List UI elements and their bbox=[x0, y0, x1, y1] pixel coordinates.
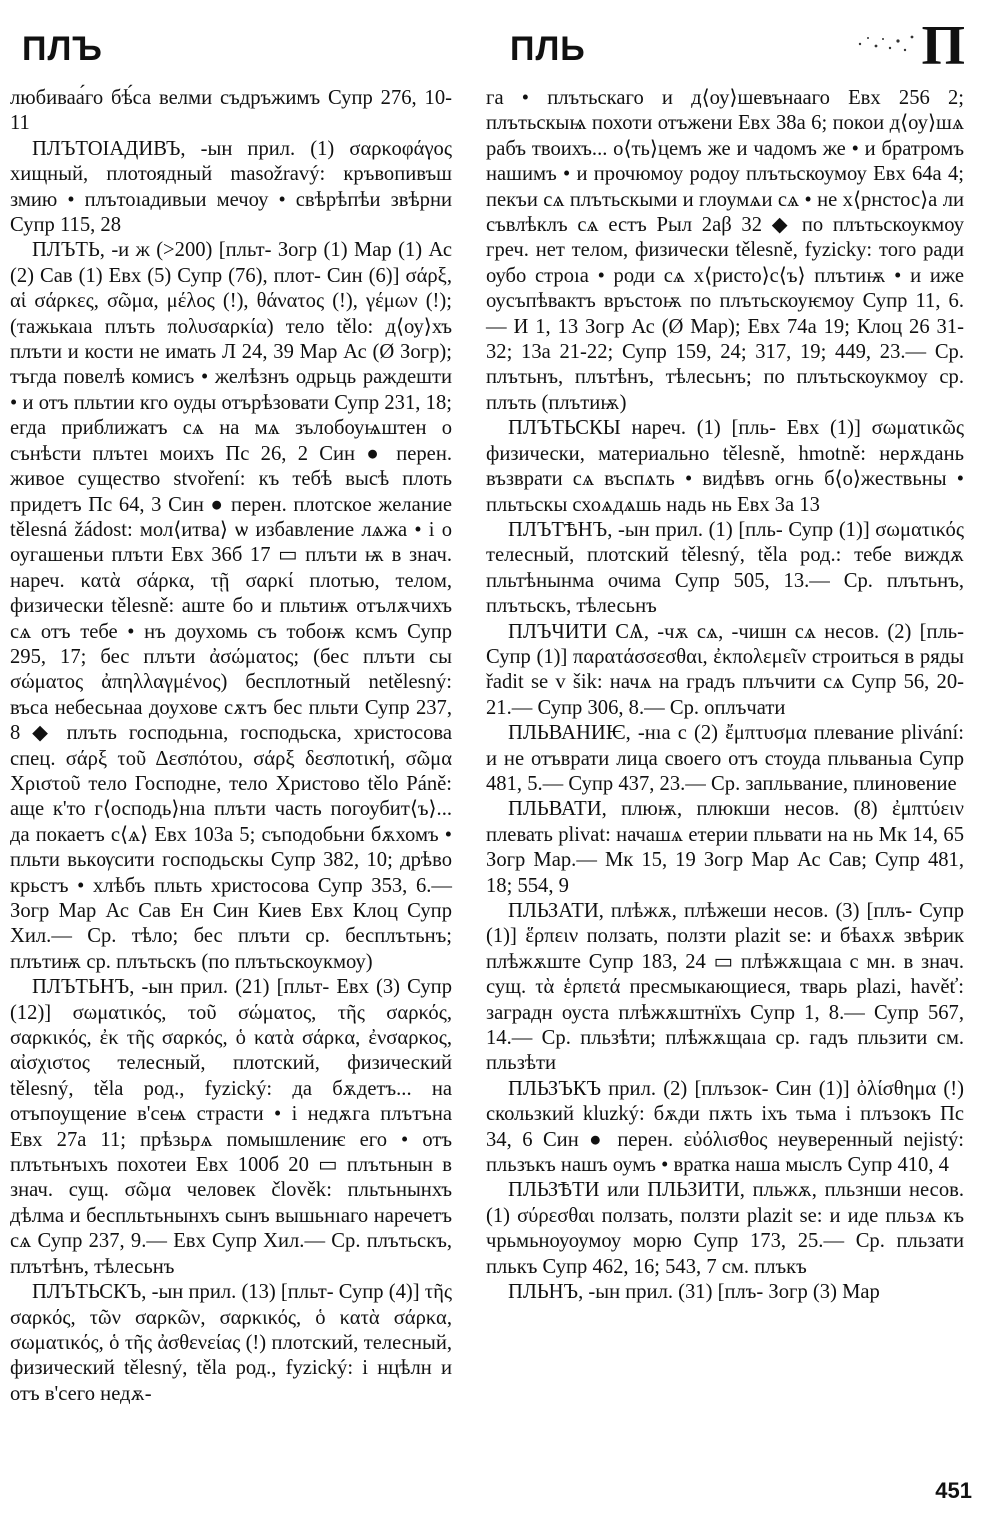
dictionary-entry: ПЛЬЗѢТИ или ПЛЬЗИТИ, пльжѫ, пльзнши несов. (1) σύρεσθαι ползать, ползти plazit se: и иде пльзѧ къ чрьмьноуоумоу морю Супр 173, 25.— Ср. пльзати плькъ Супр 462, 16; 543, 7 см. плъкъ bbox=[486, 1179, 964, 1278]
page-number: 451 bbox=[935, 1478, 972, 1503]
dictionary-entry: ПЛЬВАНИѤ, -нıа с (2) ἔμπτυσμα плевание plivání: и не отъврати лица своего отъ стоудa пльваньıа Супр 481, 5.— Супр 437, 23.— Ср. запльвание, плиновение bbox=[486, 722, 964, 795]
section-letter: П bbox=[921, 15, 966, 77]
dictionary-entry: ПЛЪТЬНЪ, -ын прил. (21) [пльт- Евх (3) Супр (12)] σωματικός, τοῦ σώματος, τῆς σαρκός, σαρκικός, ἐκ τῆς σαρκός, ὁ κατὰ σάρκα, ἐνσαρκος, αἰσχιστος телесный, плотский, физический tělesný, těla род., fyzický: да бѫдетъ... на отъпоущение в'сеѩ страсти • і недѫга плътъна Евх 27а 11; прѣзьрѧ помышлениѥ его • отъ плътьнъıхъ похотеи Евх 100б 20 ▭ плътьнын в знач. сущ. σῶμα человек člověk: пльтьнынхъ дѣлма и беспльтьнынхъ сынъ вышьнıаго наречетъ сѧ Супр 237, 9.— Евх Супр Хил.— Ср. плътьскъ, плътѣнъ, тѣлесьнъ bbox=[10, 976, 452, 1278]
dictionary-entry: ПЛЬВАТИ, плюѭ, плюкши несов. (8) ἐμπτύειν плевать plivat: начашѧ етерии пльвати на нь Мк 14, 65 Зогр Мар.— Мк 15, 19 Зогр Мар Ас Сав; Супр 481, 18; 554, 9 bbox=[486, 798, 964, 897]
entry-continuation: любиваа́го бѣ́са велми съдръжимъ Супр 276, 10-11 bbox=[10, 87, 452, 135]
dictionary-entry: ПЛЪТОІАДИВЪ, -ын прил. (1) σαρκοφάγος хищный, плотоядный masožravý: кръвопивъш змию • плътоıадивыи мечоу • свѣрѣпѣи звѣрни Супр 115, 28 bbox=[10, 137, 452, 237]
dictionary-entry: ПЛЪТЬСКЫ нареч. (1) [пль- Евх (1)] σωματικῶς физически, материально tělesně, hmotně: нерѫдань възврати сѧ въспѧть • видѣвъ огнь б⟨о⟩жествьны • пльтьскы схоѧдѧшь надь нь Евх 3а 13 bbox=[486, 417, 964, 516]
dictionary-entry: ПЛЪТЬСКЪ, -ын прил. (13) [пльт- Супр (4)] τῆς σαρκός, τῶν σαρκῶν, σαρκικός, ὁ κατὰ σάρκα, σωματικός, ὁ τῆς ἀσθενείας (!) плотский, телесный, физический tělesný, těla род., fyzický: і нцѣлн и отъ в'сего недѫ- bbox=[10, 1281, 452, 1405]
running-head-right: ПЛЬ bbox=[510, 30, 586, 68]
dictionary-entry: ПЛЬНЪ, -ын прил. (31) [плъ- Зогр (3) Мар bbox=[508, 1281, 880, 1304]
dictionary-entry: ПЛЪТЬ, -и ж (>200) [пльт- Зогр (1) Мар (1) Ас (2) Сав (1) Евх (5) Супр (76), плот- Син (6)] σάρξ, αἱ σάρκες, σῶμα, μέλος (!), θάνατος (!), γέμων (!); (тажькаıа плъть πολυσαρκία) тело tělo: д⟨оу⟩хъ плъти и кости не имать Л 24, 39 Мар Ас (Ø Зогр); тъгда повелѣ комисъ • желѣзнъ одрьць раждешти • и отъ пльтии кго оуды отърѣзовати Супр 231, 18; егда приближатъ сѧ на мѧ зълобоуѩштен о сънѣсти плътеı моихъ Пс 26, 2 Син ● перен. живое существо stvoření: къ тебѣ высѣ плоть придетъ Пс 64, 3 Син ● перен. плотское желание tělesná žádost: мол⟨итва⟩ ѡ избавление лѧжа • і о оугашеньи плъти Евх 36б 17 ▭ плъти ѭ в знач. нареч. κατὰ σάρκα, τῇ σαρκί плотью, телом, физически tělesně: аште бо и пльтиѭ отълѫчихъ сѧ отъ тебе • нъ доухомь съ тобоѭ ксмъ Супр 295, 17; бес плъти ἀσώματος; (бес плъти сы σώματος ἀπηλλαγμένος) бесплотный netělesný: въса небесьнаа доухове сѫтъ бес пльти Супр 237, 8 ◆ плъть господьнıа, господьска, христосова спец. σάρξ τοῦ Δεσπότου, σάρξ δεσποτική, σῶμα Χριστοῦ тело Господне, тело Христово tělo Páně: аще к'то г⟨осподь⟩нıа плъти часть погоубит⟨ъ⟩... да покаетъ с⟨ѧ⟩ Евх 103а 5; съподобьни бѫхомъ • пльти вькѹсити господьскы Супр 382, 10; дрѣво крьстъ • хлѣбъ пльть христосова Супр 353, 6.— Зогр Мар Ас Сав Ен Син Киев Евх Клоц Супр Хил.— Ср. тѣло; бес плъти ср. бесплътьнъ; плътиѭ ср. плътьскъ (по плътьскоукмоу) bbox=[10, 239, 452, 973]
right-column bbox=[486, 86, 964, 1306]
entry-continuation: га • плътьскаго и д⟨оу⟩шевънааго Евх 256 2; плътьскыѩ похоти отъжени Евх 38а 6; покои д⟨оу⟩шѧ рабъ твоихъ... о⟨ть⟩цемъ же и чадомъ же • и братромъ нашимъ • и прочюмоу родоу плътьскоумоу Евх 64а 4; пекъи сѧ плътьскыми и глоумѧи сѧ • не х⟨рнстос⟩а ли съвлѣклъ сѧ естъ Рыл 2аβ 32 ◆ по плътьскоукмоу греч. нет телом, физически tělesně, fyzicky: того ради оубо строıа • роди сѧ х⟨ристо⟩с⟨ъ⟩ плътиѭ • и иже оусъпѣвактъ връстоѭ по плътьскоуѥмоу Супр 11, 6.— И 1, 13 Зогр Ас (Ø Мар); Евх 74а 19; Клоц 26 31-32; 13а 21-22; Супр 159, 24; 317, 19; 449, 23.— Ср. плътьнъ, плътѣнъ, тѣлесьнъ; по плътьскоукмоу ср. плъть (плътиѭ) bbox=[486, 87, 964, 414]
left-column bbox=[10, 86, 452, 1407]
dictionary-entry: ПЛЪТѢНЪ, -ын прил. (1) [пль- Супр (1)] σωματικός телесный, плотский tělesný, těla род.: тебе виждѫ пльтѣнынма очима Супр 505, 13.— Ср. плътьнъ, плътьскъ, тѣлесьнъ bbox=[486, 518, 964, 618]
running-head-left: ПЛЪ bbox=[22, 30, 103, 68]
dictionary-entry: ПЛЬЗЪКЪ прил. (2) [плъзок- Син (1)] ὀλίσθημα (!) скользкий kluzký: бѫди пѫть іхъ тьма і плъзокъ Пс 34, 6 Син ● перен. εὐόλισθος неуверенный nejistý: пльзъкъ нашъ оумъ • вратка наша мыслъ Супр 410, 4 bbox=[486, 1077, 964, 1177]
dictionary-entry: ПЛЬЗАТИ, плѣжѫ, плѣжеши несов. (3) [плъ- Супр (1)] ἕρπειν ползать, ползти plazit se: и бѣахѫ звѣрик плѣжѫште Супр 183, 24 ▭ плѣжѫщаıа с мн. в знач. сущ. τὰ ἑρπετά пресмыкающиеся, тварь plazi, havěť: заградн оуста плѣжѫштнїхъ Супр 1, 8.— Супр 567, 14.— Ср. пльзѣти; плѣжѫщаıа ср. гадъ пльзити см. пльзѣти bbox=[486, 900, 964, 1075]
dictionary-entry: ПЛЪЧИТИ СѦ, -чѫ сѧ, -чишн сѧ несов. (2) [пль- Супр (1)] παρατάσσεσθαι, ἐκπολεμεῖν строиться в ряды řadit se v šik: начѧ на градъ плъчити сѧ Супр 56, 20-21.— Супр 306, 8.— Ср. оплъчати bbox=[486, 620, 964, 719]
print-specks-decoration bbox=[850, 30, 920, 56]
